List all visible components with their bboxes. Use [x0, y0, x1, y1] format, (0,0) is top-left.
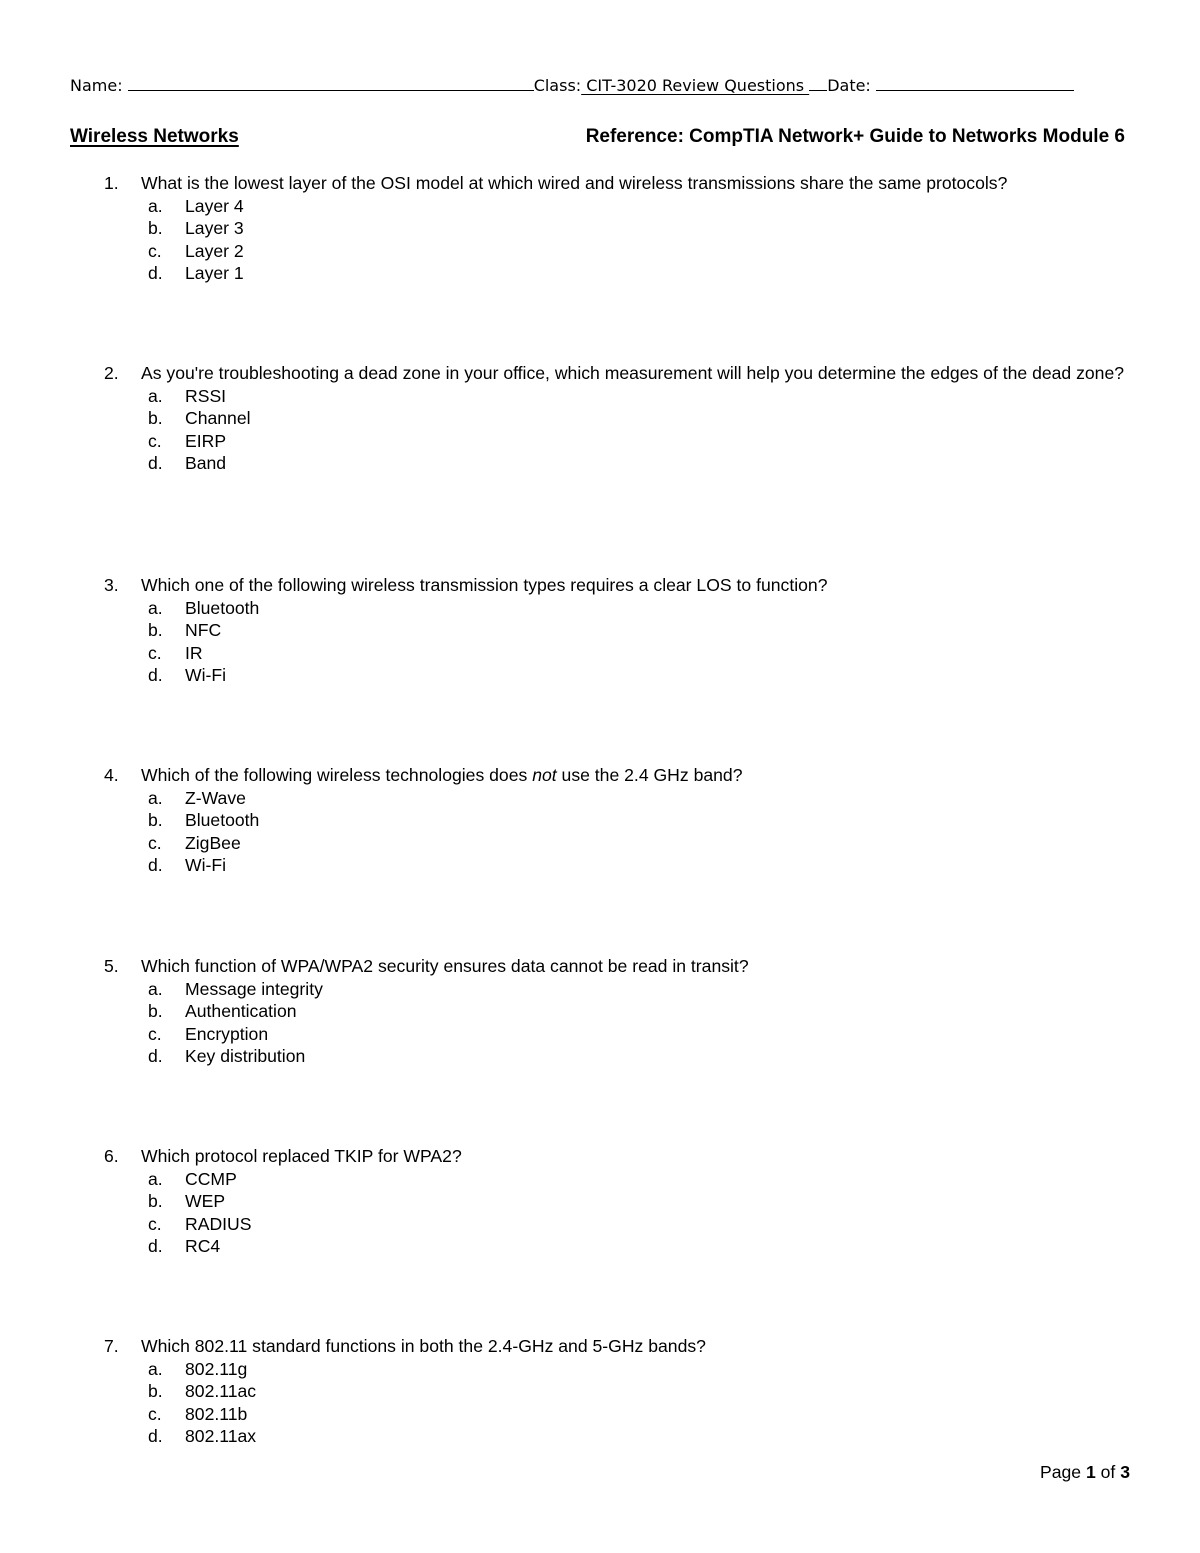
option-d: [104, 452, 1134, 475]
section-title: Wireless Networks: [70, 126, 239, 147]
option-b: [104, 407, 1134, 430]
option-letter: a.: [148, 787, 163, 808]
option-letter: b.: [148, 1001, 163, 1022]
question-number: 2.: [104, 363, 119, 383]
option-text: Z-Wave: [185, 787, 246, 808]
question-4: [104, 764, 1134, 877]
option-text: Layer 2: [185, 240, 244, 261]
question-number: 1.: [104, 173, 119, 193]
option-letter: a.: [148, 1168, 163, 1189]
option-letter: c.: [148, 1403, 162, 1424]
option-letter: d.: [148, 855, 163, 876]
option-a: [104, 1358, 1134, 1381]
option-text: CCMP: [185, 1168, 237, 1189]
option-c: [104, 832, 1134, 855]
question-number: 7.: [104, 1336, 119, 1356]
name-label: Name:: [70, 76, 123, 95]
option-b: [104, 619, 1134, 642]
option-text: NFC: [185, 620, 222, 641]
question-3: [104, 574, 1134, 687]
option-letter: b.: [148, 218, 163, 239]
question-text-after: use the 2.4 GHz band?: [556, 765, 743, 785]
option-a: [104, 195, 1134, 218]
question-text-row: [104, 955, 1134, 978]
option-letter: c.: [148, 832, 162, 853]
option-text: RSSI: [185, 385, 227, 406]
option-text: Channel: [185, 408, 251, 429]
option-letter: d.: [148, 263, 163, 284]
option-letter: d.: [148, 1046, 163, 1067]
question-6: [104, 1145, 1134, 1258]
class-label: Class:: [533, 76, 582, 95]
question-text-row: [104, 172, 1134, 195]
option-text: IR: [185, 642, 203, 663]
question-text-emphasis: not: [532, 765, 557, 785]
question-7: [104, 1335, 1134, 1448]
total-pages: 3: [1120, 1462, 1130, 1482]
option-letter: b.: [148, 1191, 163, 1212]
question-text: Which 802.11 standard functions in both the 2.4-GHz and 5-GHz bands?: [141, 1336, 706, 1356]
option-d: [104, 854, 1134, 877]
option-text: Wi-Fi: [185, 855, 227, 876]
option-b: [104, 217, 1134, 240]
option-text: 802.11g: [185, 1358, 248, 1379]
question-2: [104, 362, 1134, 475]
option-d: [104, 1425, 1134, 1448]
option-a: [104, 1168, 1134, 1191]
option-a: [104, 385, 1134, 408]
option-text: ZigBee: [185, 832, 241, 853]
name-blank: [128, 74, 534, 91]
question-text: Which one of the following wireless transmission types requires a clear LOS to function?: [141, 575, 828, 595]
date-blank: [876, 74, 1074, 91]
option-b: [104, 809, 1134, 832]
option-text: 802.11ax: [185, 1426, 257, 1447]
question-text: Which protocol replaced TKIP for WPA2?: [141, 1146, 462, 1166]
option-letter: c.: [148, 1213, 162, 1234]
page-word: Page: [1039, 1462, 1082, 1482]
option-letter: d.: [148, 1426, 163, 1447]
option-text: Authentication: [185, 1001, 297, 1022]
question-number: 5.: [104, 956, 119, 976]
question-text: Which function of WPA/WPA2 security ensures data cannot be read in transit?: [141, 956, 749, 976]
option-c: [104, 430, 1134, 453]
option-text: EIRP: [185, 430, 227, 451]
option-d: [104, 262, 1134, 285]
current-page: 1: [1085, 1462, 1096, 1482]
option-a: [104, 978, 1134, 1001]
option-text: RADIUS: [185, 1213, 252, 1234]
option-c: [104, 1403, 1134, 1426]
option-c: [104, 642, 1134, 665]
question-text-row: [104, 1335, 1134, 1358]
option-text: Band: [185, 453, 227, 474]
question-text-row: [104, 362, 1134, 385]
option-letter: a.: [148, 978, 163, 999]
option-a: [104, 787, 1134, 810]
option-text: RC4: [185, 1236, 221, 1257]
question-text: What is the lowest layer of the OSI model at which wired and wireless transmissions share the same protocols?: [141, 173, 1008, 193]
question-number: 6.: [104, 1146, 119, 1166]
option-c: [104, 1213, 1134, 1236]
option-b: [104, 1000, 1134, 1023]
option-text: Encryption: [185, 1023, 269, 1044]
question-1: [104, 172, 1134, 285]
page-number: [1040, 1460, 1130, 1484]
option-letter: b.: [148, 1381, 163, 1402]
option-a: [104, 597, 1134, 620]
reference-title: Reference: CompTIA Network+ Guide to Networks Module 6: [585, 126, 1125, 147]
question-5: [104, 955, 1134, 1068]
option-d: [104, 1045, 1134, 1068]
option-b: [104, 1190, 1134, 1213]
option-c: [104, 1023, 1134, 1046]
option-text: WEP: [185, 1191, 226, 1212]
option-text: Layer 4: [185, 195, 244, 216]
date-label: Date:: [827, 76, 871, 95]
option-letter: d.: [148, 1236, 163, 1257]
option-letter: d.: [148, 665, 163, 686]
class-blank: [809, 74, 827, 91]
option-letter: c.: [148, 642, 162, 663]
option-text: 802.11b: [185, 1403, 248, 1424]
option-letter: a.: [148, 385, 163, 406]
option-text: Key distribution: [185, 1046, 306, 1067]
of-word: of: [1100, 1462, 1116, 1482]
option-b: [104, 1380, 1134, 1403]
question-number: 4.: [104, 765, 119, 785]
option-letter: b.: [148, 408, 163, 429]
option-letter: b.: [148, 620, 163, 641]
option-text: 802.11ac: [185, 1381, 257, 1402]
option-text: Bluetooth: [185, 597, 260, 618]
option-letter: d.: [148, 453, 163, 474]
option-letter: a.: [148, 195, 163, 216]
question-number: 3.: [104, 575, 119, 595]
option-text: Layer 3: [185, 218, 244, 239]
class-value: CIT-3020 Review Questions: [581, 76, 810, 95]
option-letter: c.: [148, 430, 162, 451]
option-letter: b.: [148, 810, 163, 831]
question-text-row: [104, 574, 1134, 597]
option-letter: c.: [148, 1023, 162, 1044]
option-c: [104, 240, 1134, 263]
option-letter: a.: [148, 597, 163, 618]
question-text-before: Which of the following wireless technologies does: [141, 765, 533, 785]
option-text: Bluetooth: [185, 810, 260, 831]
option-letter: c.: [148, 240, 162, 261]
option-d: [104, 664, 1134, 687]
question-text: As you're troubleshooting a dead zone in your office, which measurement will help you determine the edges of the dead zone?: [141, 363, 1125, 383]
question-text-row: [104, 1145, 1134, 1168]
option-text: Message integrity: [185, 978, 323, 999]
option-text: Wi-Fi: [185, 665, 227, 686]
question-text-row: [104, 764, 1134, 787]
option-letter: a.: [148, 1358, 163, 1379]
header-line: [70, 74, 1120, 98]
option-text: Layer 1: [185, 263, 244, 284]
option-d: [104, 1235, 1134, 1258]
